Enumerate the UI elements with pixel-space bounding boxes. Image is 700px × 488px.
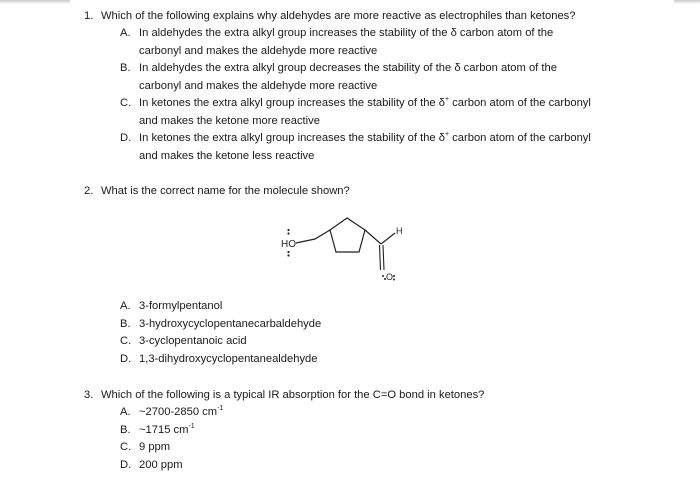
worksheet-page <box>70 0 674 488</box>
question-text: What is the correct name for the molecule shown? <box>101 185 350 197</box>
option-b: B. In aldehydes the extra alkyl group decreases the stability of the δ carbon atom of the carbonyl and makes the aldehyde more reactive <box>120 62 557 92</box>
carbonyl-oxygen-label: O <box>386 272 394 282</box>
question-3 <box>84 387 674 474</box>
option-a: A. ~2700-2850 $cm^{-1}$ <box>120 405 224 418</box>
option-list <box>120 25 674 165</box>
question-number: 1. <box>84 10 94 22</box>
molecule-structure <box>270 208 500 294</box>
delta-symbol: δ <box>450 27 457 39</box>
option-list <box>120 298 674 368</box>
option-b: B. 3-hydroxycyclopentanecarbaldehyde <box>120 317 322 330</box>
option-c: C. In ketones the extra alkyl group increases the stability of the δ+ carbon atom of the carbonyl and makes the ketone more reactive <box>120 96 591 127</box>
option-c: C. 3-cyclopentanoic acid <box>120 335 247 347</box>
option-list <box>120 404 674 474</box>
question-1 <box>84 8 674 165</box>
option-a: A. In aldehydes the extra alkyl group increases the stability of the δ carbon atom of the carbonyl and makes the aldehyde more reactive <box>120 27 554 57</box>
option-b: B. ~1715 $cm^{-1}$ <box>120 422 195 436</box>
question-number: 2. <box>84 185 94 197</box>
question-2-options <box>84 298 674 368</box>
option-d: D. 200 ppm <box>120 458 183 471</box>
question-number: 3. <box>84 389 94 401</box>
aldehyde-hydrogen-label: H <box>396 226 403 236</box>
option-a: A. 3-formylpentanol <box>120 300 223 312</box>
delta-symbol: δ <box>438 97 445 109</box>
delta-symbol: δ <box>454 62 461 74</box>
question-2 <box>84 183 674 200</box>
hydroxyl-label: HO <box>281 239 296 250</box>
option-d: D. In ketones the extra alkyl group increases the stability of the δ+ carbon atom of the carbonyl and makes the ketone less reactive <box>120 131 591 162</box>
delta-symbol: δ <box>438 132 445 144</box>
option-d: D. 1,3-dihydroxycyclopentanealdehyde <box>120 352 318 365</box>
question-text: Which of the following explains why aldehydes are more reactive as electrophiles than ketones? <box>101 10 576 22</box>
question-text: Which of the following is a typical IR absorption for the C=O bond in ketones? <box>101 389 485 401</box>
option-c: C. 9 ppm <box>120 441 171 453</box>
